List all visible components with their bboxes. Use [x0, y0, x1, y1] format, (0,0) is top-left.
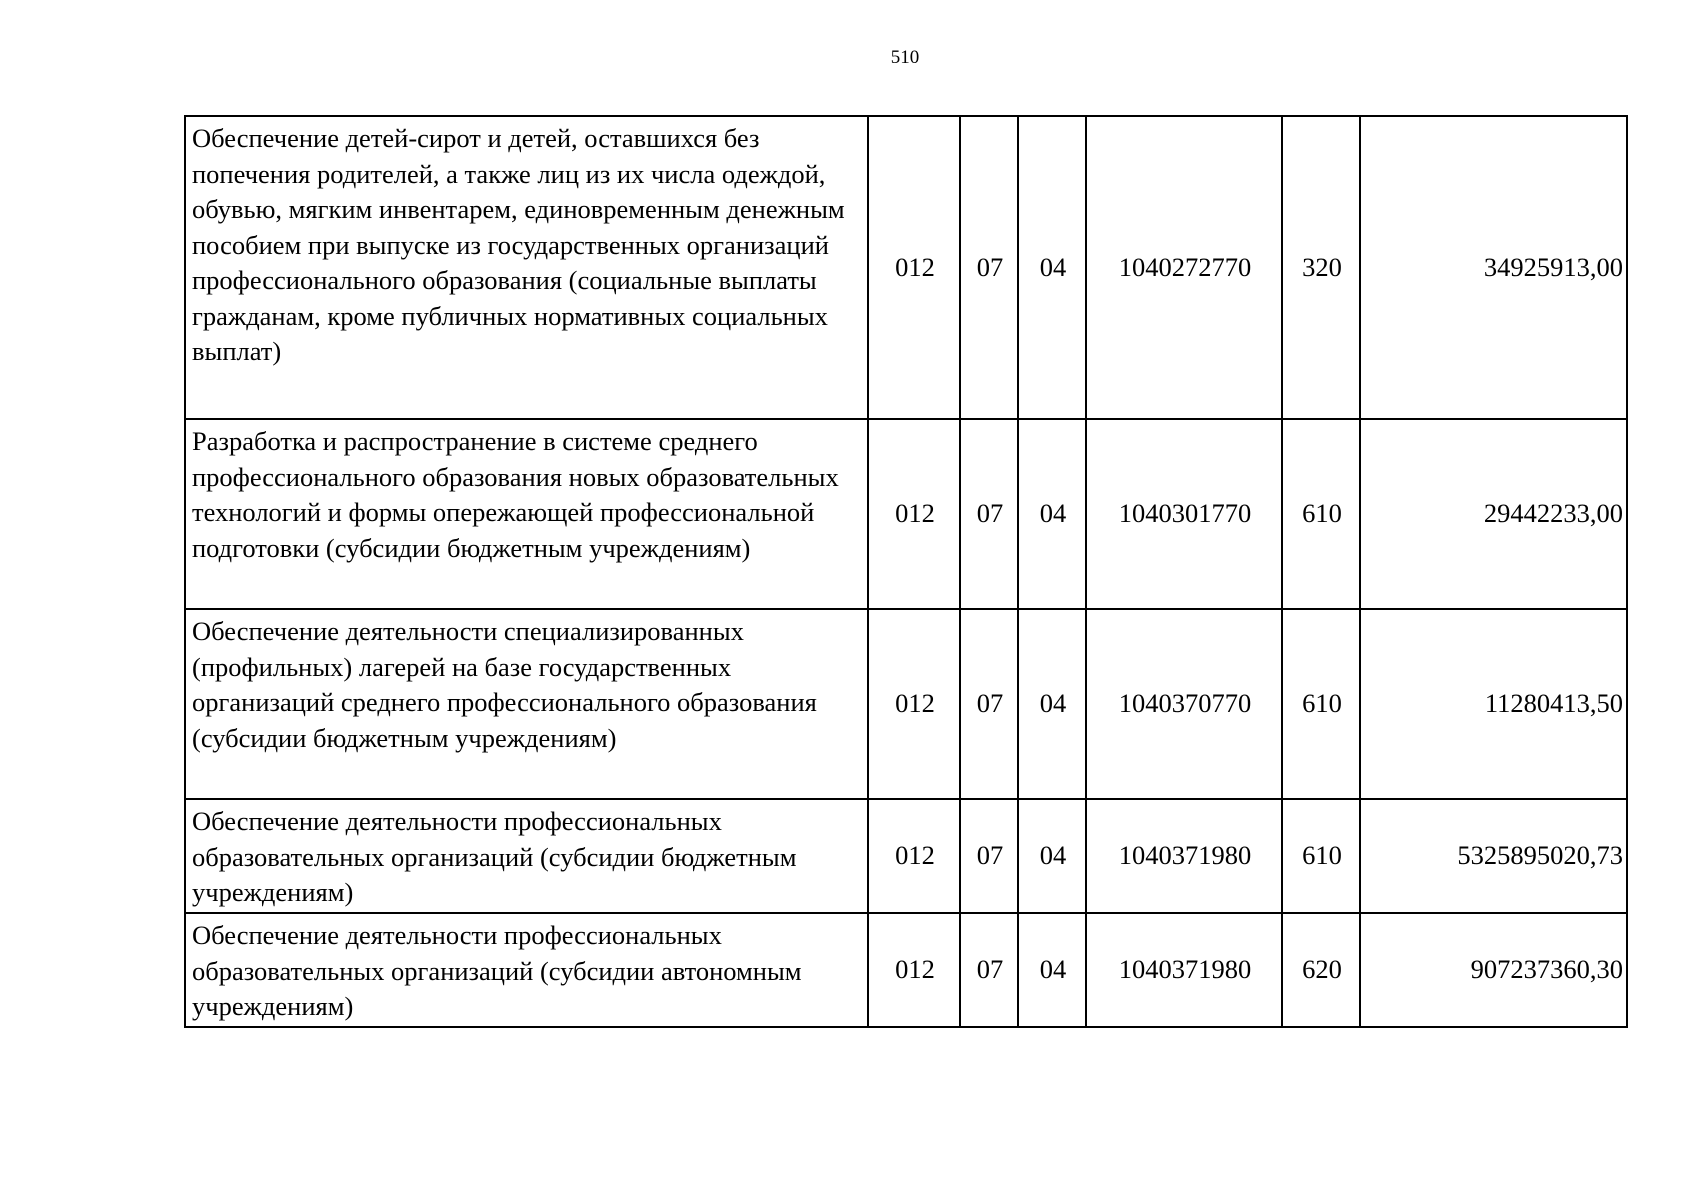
table-row — [185, 116, 1627, 419]
section-code: 07 — [960, 609, 1018, 799]
ministry-code: 012 — [868, 609, 960, 799]
target-article-code: 1040371980 — [1086, 913, 1282, 1027]
ministry-code: 012 — [868, 419, 960, 609]
target-article-code: 1040370770 — [1086, 609, 1282, 799]
table-row — [185, 799, 1627, 913]
ministry-code: 012 — [868, 799, 960, 913]
section-code: 07 — [960, 419, 1018, 609]
row-description: Разработка и распространение в системе среднего профессионального образования новых образовательных технологий и формы опережающей профессиональной подготовки (субсидии бюджетным учреждениям) — [185, 419, 868, 609]
amount: 907237360,30 — [1360, 913, 1627, 1027]
budget-table — [184, 115, 1628, 1028]
expense-type-code: 610 — [1282, 609, 1360, 799]
subsection-code: 04 — [1018, 913, 1086, 1027]
amount: 5325895020,73 — [1360, 799, 1627, 913]
table-row — [185, 419, 1627, 609]
subsection-code: 04 — [1018, 799, 1086, 913]
target-article-code: 1040301770 — [1086, 419, 1282, 609]
section-code: 07 — [960, 799, 1018, 913]
table-row — [185, 609, 1627, 799]
subsection-code: 04 — [1018, 609, 1086, 799]
amount: 29442233,00 — [1360, 419, 1627, 609]
section-code: 07 — [960, 116, 1018, 419]
ministry-code: 012 — [868, 913, 960, 1027]
ministry-code: 012 — [868, 116, 960, 419]
table-row — [185, 913, 1627, 1027]
expense-type-code: 320 — [1282, 116, 1360, 419]
row-description: Обеспечение детей-сирот и детей, оставшихся без попечения родителей, а также лиц из их числа одеждой, обувью, мягким инвентарем, единовременным денежным пособием при выпуске из государственных организаций профессионального образования (социальные выплаты гражданам, кроме публичных нормативных социальных выплат) — [185, 116, 868, 419]
page-number: 510 — [890, 47, 920, 68]
amount: 34925913,00 — [1360, 116, 1627, 419]
subsection-code: 04 — [1018, 116, 1086, 419]
row-description: Обеспечение деятельности профессиональных образовательных организаций (субсидии автономным учреждениям) — [185, 913, 868, 1027]
amount: 11280413,50 — [1360, 609, 1627, 799]
expense-type-code: 610 — [1282, 799, 1360, 913]
expense-type-code: 610 — [1282, 419, 1360, 609]
target-article-code: 1040272770 — [1086, 116, 1282, 419]
expense-type-code: 620 — [1282, 913, 1360, 1027]
section-code: 07 — [960, 913, 1018, 1027]
row-description: Обеспечение деятельности профессиональных образовательных организаций (субсидии бюджетным учреждениям) — [185, 799, 868, 913]
row-description: Обеспечение деятельности специализированных (профильных) лагерей на базе государственных организаций среднего профессионального образования (субсидии бюджетным учреждениям) — [185, 609, 868, 799]
target-article-code: 1040371980 — [1086, 799, 1282, 913]
subsection-code: 04 — [1018, 419, 1086, 609]
